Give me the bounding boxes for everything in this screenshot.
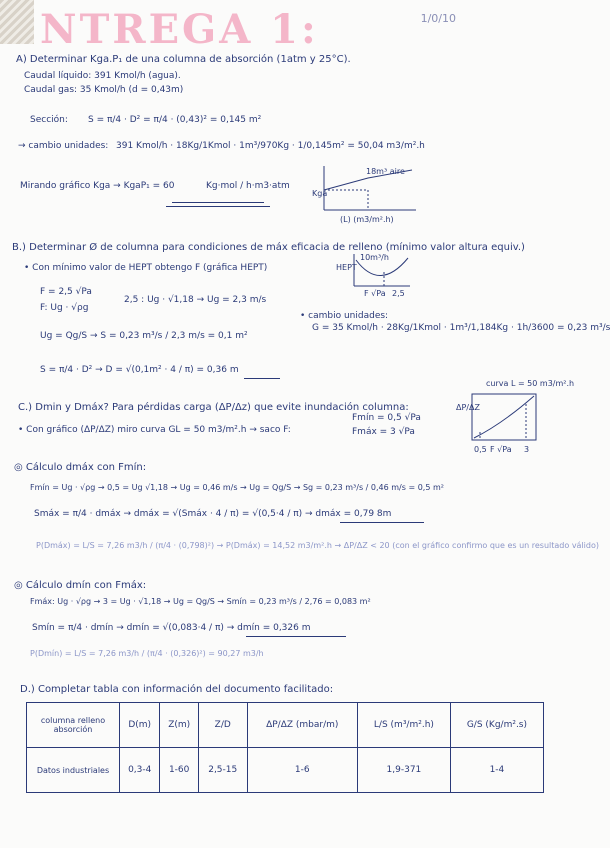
- table-header: L/S (m³/m².h): [358, 703, 451, 748]
- section-a-title: A) Determinar Kga.P₁ de una columna de absorción (1atm y 25°C).: [16, 54, 351, 65]
- gas-flow-text: Caudal gas: 35 Kmol/h (d = 0,43m): [24, 85, 184, 95]
- kga-plot-xlabel: (L) (m3/m².h): [340, 215, 394, 224]
- table-header: ΔP/ΔZ (mbar/m): [247, 703, 357, 748]
- table-cell: 1-60: [160, 748, 199, 793]
- pressure-drop-plot: [466, 384, 538, 446]
- graph-kga-unit: Kg·mol / h·m3·atm: [206, 181, 290, 191]
- section-d-title: D.) Completar tabla con información del documento facilitado:: [20, 684, 334, 695]
- graph-c-text: • Con gráfico (ΔP/ΔZ) miro curva GL = 50 m3/m².h → saco F:: [18, 425, 291, 435]
- dmin-line-3: P(Dmín) = L/S = 7,26 m3/h / (π/4 · (0,326)²) = 90,27 m3/h: [30, 649, 264, 658]
- table-header: Z/D: [198, 703, 247, 748]
- table-cell: 2,5-15: [198, 748, 247, 793]
- section-equation: S = π/4 · D² = π/4 · (0,43)² = 0,145 m²: [88, 115, 262, 125]
- dmax-line-3: P(Dmáx) = L/S = 7,26 m3/h / (π/4 · (0,798)²) → P(Dmáx) = 14,52 m3/m².h → ΔP/ΔZ < 20 (con el gráfico confirmo que es un resultado válido): [36, 541, 599, 550]
- diameter-equation: S = π/4 · D² → D = √(0,1m² · 4 / π) = 0,36 m: [40, 365, 239, 375]
- result-underline: [340, 522, 424, 523]
- ug-equation: Ug = Qg/S → S = 0,23 m³/s / 2,3 m/s = 0,1 m²: [40, 331, 248, 341]
- table-cell: 1-4: [450, 748, 543, 793]
- result-underline: [166, 206, 270, 207]
- f-eq-1: F = 2,5 √Pa: [40, 287, 92, 297]
- hept-text: • Con mínimo valor de HEPT obtengo F (gráfica HEPT): [24, 263, 268, 273]
- table-header-row: [27, 703, 544, 748]
- page-title: NTREGA 1:: [40, 6, 319, 53]
- graph-kga-text: Mirando gráfico Kga → KgaP₁ = 60: [20, 181, 175, 191]
- table-header: D(m): [120, 703, 160, 748]
- table-row: [27, 748, 544, 793]
- dmax-line-2: Smáx = π/4 · dmáx → dmáx = √(Smáx · 4 / π) = √(0,5·4 / π) → dmáx = 0,79 8m: [34, 509, 392, 519]
- pressure-plot-ylabel: ΔP/ΔZ: [456, 403, 480, 412]
- kga-plot-curve-label: 18m³ aire: [366, 167, 405, 176]
- table-cell: 0,3-4: [120, 748, 160, 793]
- result-underline: [244, 378, 280, 379]
- hept-plot-xlabel: F √Pa: [364, 289, 386, 298]
- hept-plot-xtick: 2,5: [392, 289, 405, 298]
- date-label: 1/0/10: [420, 12, 456, 25]
- pressure-plot-xtick-1: 0,5: [474, 445, 487, 454]
- torn-corner: [0, 0, 34, 44]
- dmax-title: ◎ Cálculo dmáx con Fmín:: [14, 462, 147, 473]
- liquid-flow-text: Caudal líquido: 391 Kmol/h (agua).: [24, 71, 181, 81]
- section-b-title: B.) Determinar Ø de columna para condiciones de máx eficacia de relleno (mínimo valor altura equiv.): [12, 242, 525, 253]
- pressure-plot-xtick-2: 3: [524, 445, 530, 454]
- table-row-label: Datos industriales: [27, 748, 120, 793]
- pressure-plot-xlabel: F √Pa: [490, 445, 512, 454]
- result-underline: [246, 636, 346, 637]
- table-header: columna relleno absorción: [27, 703, 120, 748]
- table-header: G/S (Kg/m².s): [450, 703, 543, 748]
- industrial-data-table: [26, 702, 544, 793]
- kga-plot-ylabel: Kga: [312, 189, 328, 198]
- pressure-plot-top-label: curva L = 50 m3/m².h: [486, 379, 575, 388]
- unit-change-b-equation: G = 35 Kmol/h · 28Kg/1Kmol · 1m³/1,184Kg · 1h/3600 = 0,23 m³/s: [312, 323, 610, 333]
- dmin-title: ◎ Cálculo dmín con Fmáx:: [14, 580, 147, 591]
- section-label: Sección:: [30, 115, 68, 125]
- result-underline: [172, 202, 264, 203]
- f-eq-3: 2,5 : Ug · √1,18 → Ug = 2,3 m/s: [124, 295, 267, 305]
- table-header: Z(m): [160, 703, 199, 748]
- unit-change-label: → cambio unidades:: [18, 141, 109, 151]
- table-cell: 1,9-371: [358, 748, 451, 793]
- dmax-line-1: Fmín = Ug · √ρg → 0,5 = Ug √1,18 → Ug = 0,46 m/s → Ug = Qg/S → Sg = 0,23 m³/s / 0,46 m/s = 0,5 m²: [30, 483, 444, 492]
- hept-plot-curve: 10m³/h: [360, 253, 389, 262]
- dmin-line-2: Smín = π/4 · dmín → dmín = √(0,083·4 / π) → dmín = 0,326 m: [32, 623, 311, 633]
- fmax-text: Fmáx = 3 √Pa: [352, 427, 415, 437]
- f-eq-2: F: Ug · √ρg: [40, 303, 89, 313]
- fmin-text: Fmín = 0,5 √Pa: [352, 413, 421, 423]
- table-cell: 1-6: [247, 748, 357, 793]
- unit-change-b-label: • cambio unidades:: [300, 311, 389, 321]
- hept-plot-ylabel: HEPT: [336, 263, 357, 272]
- unit-change-equation: 391 Kmol/h · 18Kg/1Kmol · 1m³/970Kg · 1/0,145m² = 50,04 m3/m².h: [116, 141, 425, 151]
- section-c-title: C.) Dmin y Dmáx? Para pérdidas carga (ΔP/Δz) que evite inundación columna:: [18, 402, 409, 413]
- dmin-line-1: Fmáx: Ug · √ρg → 3 = Ug · √1,18 → Ug = Qg/S → Smín = 0,23 m³/s / 2,76 = 0,083 m²: [30, 597, 371, 606]
